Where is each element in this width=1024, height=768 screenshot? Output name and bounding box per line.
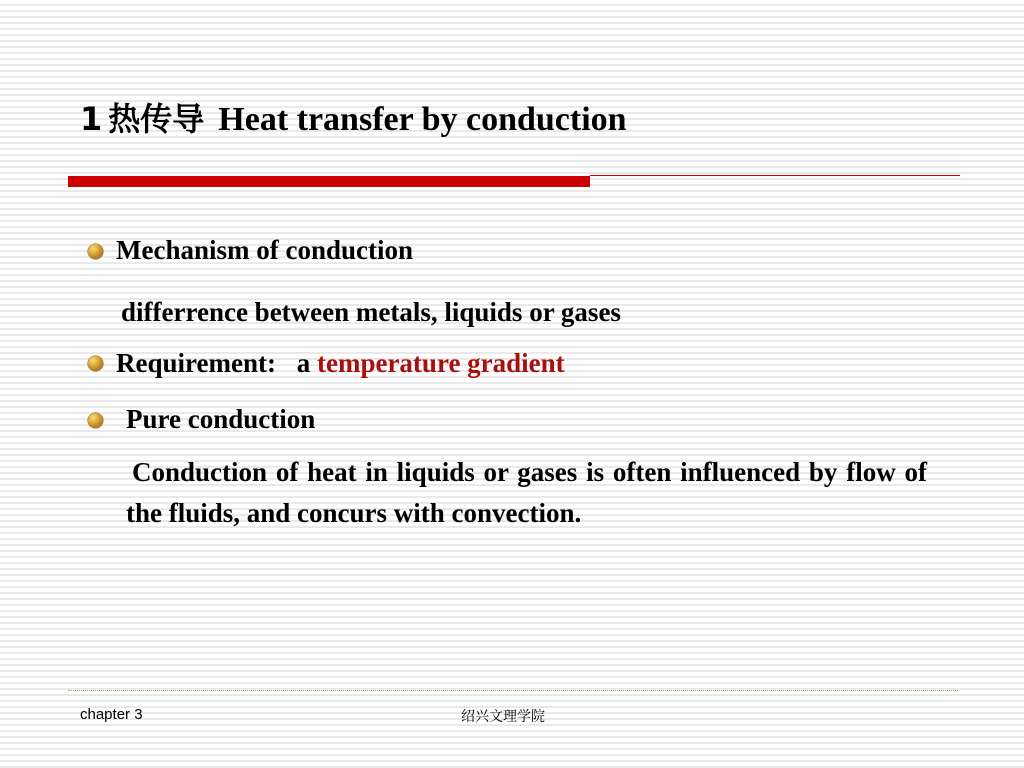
footer-divider: [68, 690, 958, 691]
bullet-pure-label: Pure conduction: [126, 404, 316, 434]
requirement-highlight: temperature gradient: [316, 348, 565, 378]
title-underline-thin: [590, 175, 960, 176]
footer-chapter: chapter 3: [80, 706, 143, 723]
bullet-mechanism-sub: differrence between metals, liquids or gases: [121, 297, 621, 327]
requirement-article: a: [296, 348, 311, 378]
requirement-label: Requirement:: [116, 348, 276, 378]
bullet-requirement: [116, 347, 565, 379]
title-number: 1: [80, 100, 103, 138]
title-chinese: 热传导: [108, 100, 205, 138]
gold-sphere-bullet-icon: [88, 413, 103, 428]
slide-title: [80, 94, 627, 144]
gold-sphere-bullet-icon: [88, 356, 103, 371]
gold-sphere-bullet-icon: [88, 244, 103, 259]
title-english: Heat transfer by conduction: [218, 101, 627, 138]
footer-institution: 绍兴文理学院: [461, 709, 545, 725]
bullet-pure-paragraph: Conduction of heat in liquids or gases is often influenced by flow of the fluids, and concurs with convection.: [126, 457, 927, 528]
title-underline-thick: [68, 176, 590, 187]
bullet-mechanism-label: Mechanism of conduction: [116, 235, 413, 265]
